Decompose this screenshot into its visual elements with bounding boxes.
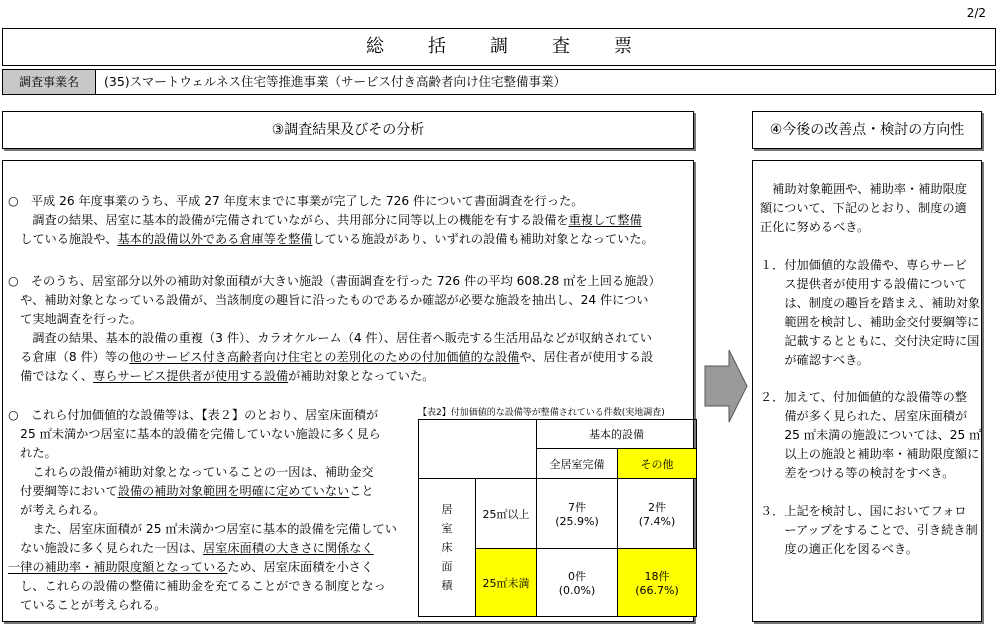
text: している施設があり、いずれの設備も補助対象となっていた。 bbox=[312, 232, 654, 246]
project-name: (35)スマートウェルネス住宅等推進事業（サービス付き高齢者向け住宅整備事業） bbox=[104, 74, 567, 89]
cell-count: 2件 bbox=[648, 501, 666, 514]
text-line: 正化に努めるべき。 bbox=[760, 220, 870, 234]
text-line: 備が多く見られた、居室床面積が bbox=[760, 409, 968, 423]
table-cell-highlight bbox=[618, 549, 697, 617]
direction-item-1 bbox=[760, 256, 980, 370]
underlined-text: 一律の補助率・補助限度額となっている bbox=[8, 560, 228, 574]
text-line: は、制度の趣旨を踏まえ、補助対象 bbox=[760, 296, 981, 310]
cell-percent: (66.7%) bbox=[635, 584, 679, 597]
document-title: 総括調査票 bbox=[2, 28, 996, 66]
table2 bbox=[418, 419, 697, 617]
row-group-char: 床 bbox=[441, 541, 453, 554]
text-line: １．付加価値的な設備や、専らサービ bbox=[760, 258, 967, 272]
text-line bbox=[8, 539, 397, 558]
text-line bbox=[8, 482, 397, 501]
text-line bbox=[8, 367, 661, 386]
text-line: ○ これら付加価値的な設備等は、【表２】のとおり、居室床面積が bbox=[8, 408, 379, 422]
text-line: て実地調査を行った。 bbox=[8, 312, 143, 326]
cell-count: 18件 bbox=[644, 570, 670, 583]
text-line: 25 ㎡未満かつ居室に基本的設備を完備していない施設に多く見ら bbox=[8, 427, 381, 441]
column-header-complete: 全居室完備 bbox=[537, 449, 618, 479]
row-header-25-plus: 25㎡以上 bbox=[476, 479, 537, 549]
table-cell bbox=[537, 549, 618, 617]
text: 付要綱等において bbox=[8, 484, 118, 498]
direction-item-2 bbox=[760, 388, 981, 483]
text-line: れた。 bbox=[8, 446, 57, 460]
text-line: ーアップをすることで、引き続き制 bbox=[760, 523, 978, 537]
underlined-text: 他のサービス付き高齢者向け住宅との差別化のための付加価値的な設備 bbox=[129, 350, 520, 364]
direction-item-3 bbox=[760, 502, 978, 559]
table-cell bbox=[537, 479, 618, 549]
section3-header: ③調査結果及びその分析 bbox=[2, 111, 694, 149]
underlined-text: 重複して整備 bbox=[568, 213, 642, 227]
underlined-text: 基本的設備以外である倉庫等を整備 bbox=[117, 232, 313, 246]
text: 備ではなく、 bbox=[8, 369, 94, 383]
text-line: また、居室床面積が 25 ㎡未満かつ居室に基本的設備を完備してい bbox=[8, 522, 397, 536]
text-line bbox=[8, 558, 397, 577]
cell-percent: (0.0%) bbox=[558, 584, 596, 597]
row-group-char: 室 bbox=[441, 522, 453, 535]
text-line: 額について、下記のとおり、制度の適 bbox=[760, 201, 967, 215]
table-cell bbox=[618, 479, 697, 549]
finding-paragraph-3 bbox=[8, 406, 397, 615]
text-line: 差をつける等の検討をすべき。 bbox=[760, 466, 955, 480]
page-number: 2/2 bbox=[966, 6, 986, 20]
row-header-under-25: 25㎡未満 bbox=[476, 549, 537, 617]
text: ため、居室床面積を小さく bbox=[227, 560, 374, 574]
text-line: ていることが考えられる。 bbox=[8, 598, 167, 612]
finding-paragraph-1 bbox=[8, 192, 654, 249]
column-group-header: 基本的設備 bbox=[537, 420, 697, 449]
text: が補助対象となっていた。 bbox=[288, 369, 435, 383]
text-line: ○ 平成 26 年度事業のうち、平成 27 年度末までに事業が完了した 726 件について書面調査を行った。 bbox=[8, 194, 584, 208]
column-header-other: その他 bbox=[618, 449, 697, 479]
text-line bbox=[8, 211, 654, 230]
text-line: が考えられる。 bbox=[8, 503, 106, 517]
text-line: し、これらの設備の整備に補助金を充てることができる制度となっ bbox=[8, 579, 386, 593]
text-line: 範囲を検討し、補助金交付要綱等に bbox=[760, 315, 980, 329]
project-label: 調査事業名 bbox=[3, 70, 96, 94]
text: 調査の結果、居室に基本的設備が完備されていながら、共用部分に同等以上の機能を有する設備を bbox=[8, 213, 569, 227]
right-arrow-icon bbox=[703, 346, 749, 426]
cell-percent: (7.4%) bbox=[638, 515, 676, 528]
cell-count: 7件 bbox=[568, 501, 586, 514]
text-line: 記載するとともに、交付決定時に国 bbox=[760, 334, 980, 348]
text: している施設や、 bbox=[20, 232, 118, 246]
text: ない施設に多く見られた一因は、 bbox=[8, 541, 203, 555]
text-line bbox=[8, 230, 654, 249]
text-line: や、補助対象となっている設備が、当該制度の趣旨に沿ったものであるか確認が必要な施設を抽出し、24 件につい bbox=[8, 293, 649, 307]
text-line: ス提供者が使用する設備について bbox=[760, 277, 967, 291]
text-line bbox=[8, 348, 661, 367]
text: や、居住者が使用する設 bbox=[519, 350, 654, 364]
text-line: ２．加えて、付加価値的な設備等の整 bbox=[760, 390, 967, 404]
cell-percent: (25.9%) bbox=[555, 515, 599, 528]
text-line: ３．上記を検討し、国においてフォロ bbox=[760, 504, 967, 518]
text-line: 調査の結果、基本的設備の重複（3 件）、カラオケルーム（4 件）、居住者へ販売する生活用品などが収納されてい bbox=[8, 331, 652, 345]
text-line: 25 ㎡未満の施設については、25 ㎡ bbox=[760, 428, 982, 442]
underlined-text: 居室床面積の大きさに関係なく bbox=[203, 541, 374, 555]
underlined-text: 専らサービス提供者が使用する設備 bbox=[93, 369, 289, 383]
text-line: ○ そのうち、居室部分以外の補助対象面積が大きい施設（書面調査を行った 726 件の平均 608.28 ㎡を上回る施設） bbox=[8, 274, 661, 288]
row-group-char: 居 bbox=[441, 503, 453, 516]
table-corner-cell bbox=[419, 420, 537, 479]
cell-count: 0件 bbox=[568, 570, 586, 583]
text-line: 以上の施設と補助率・補助限度額に bbox=[760, 447, 980, 461]
project-row bbox=[2, 69, 996, 95]
text-line: これらの設備が補助対象となっていることの一因は、補助金交 bbox=[8, 465, 374, 479]
row-group-char: 積 bbox=[441, 579, 453, 592]
table2-caption: 【表2】付加価値的な設備等が整備されている件数(実地調査) bbox=[418, 408, 665, 418]
text-line: 度の適正化を図るべき。 bbox=[760, 542, 918, 556]
text: こと bbox=[349, 484, 374, 498]
finding-paragraph-2 bbox=[8, 272, 661, 386]
text: る倉庫（8 件）等の bbox=[8, 350, 130, 364]
row-group-char: 面 bbox=[441, 560, 453, 573]
underlined-text: 設備の補助対象範囲を明確に定めていない bbox=[117, 484, 350, 498]
section4-header: ④今後の改善点・検討の方向性 bbox=[752, 111, 982, 149]
text-line: が確認すべき。 bbox=[760, 353, 869, 367]
direction-intro bbox=[760, 180, 967, 237]
row-group-header bbox=[419, 479, 476, 617]
text-line: 補助対象範囲や、補助率・補助限度 bbox=[760, 182, 967, 196]
